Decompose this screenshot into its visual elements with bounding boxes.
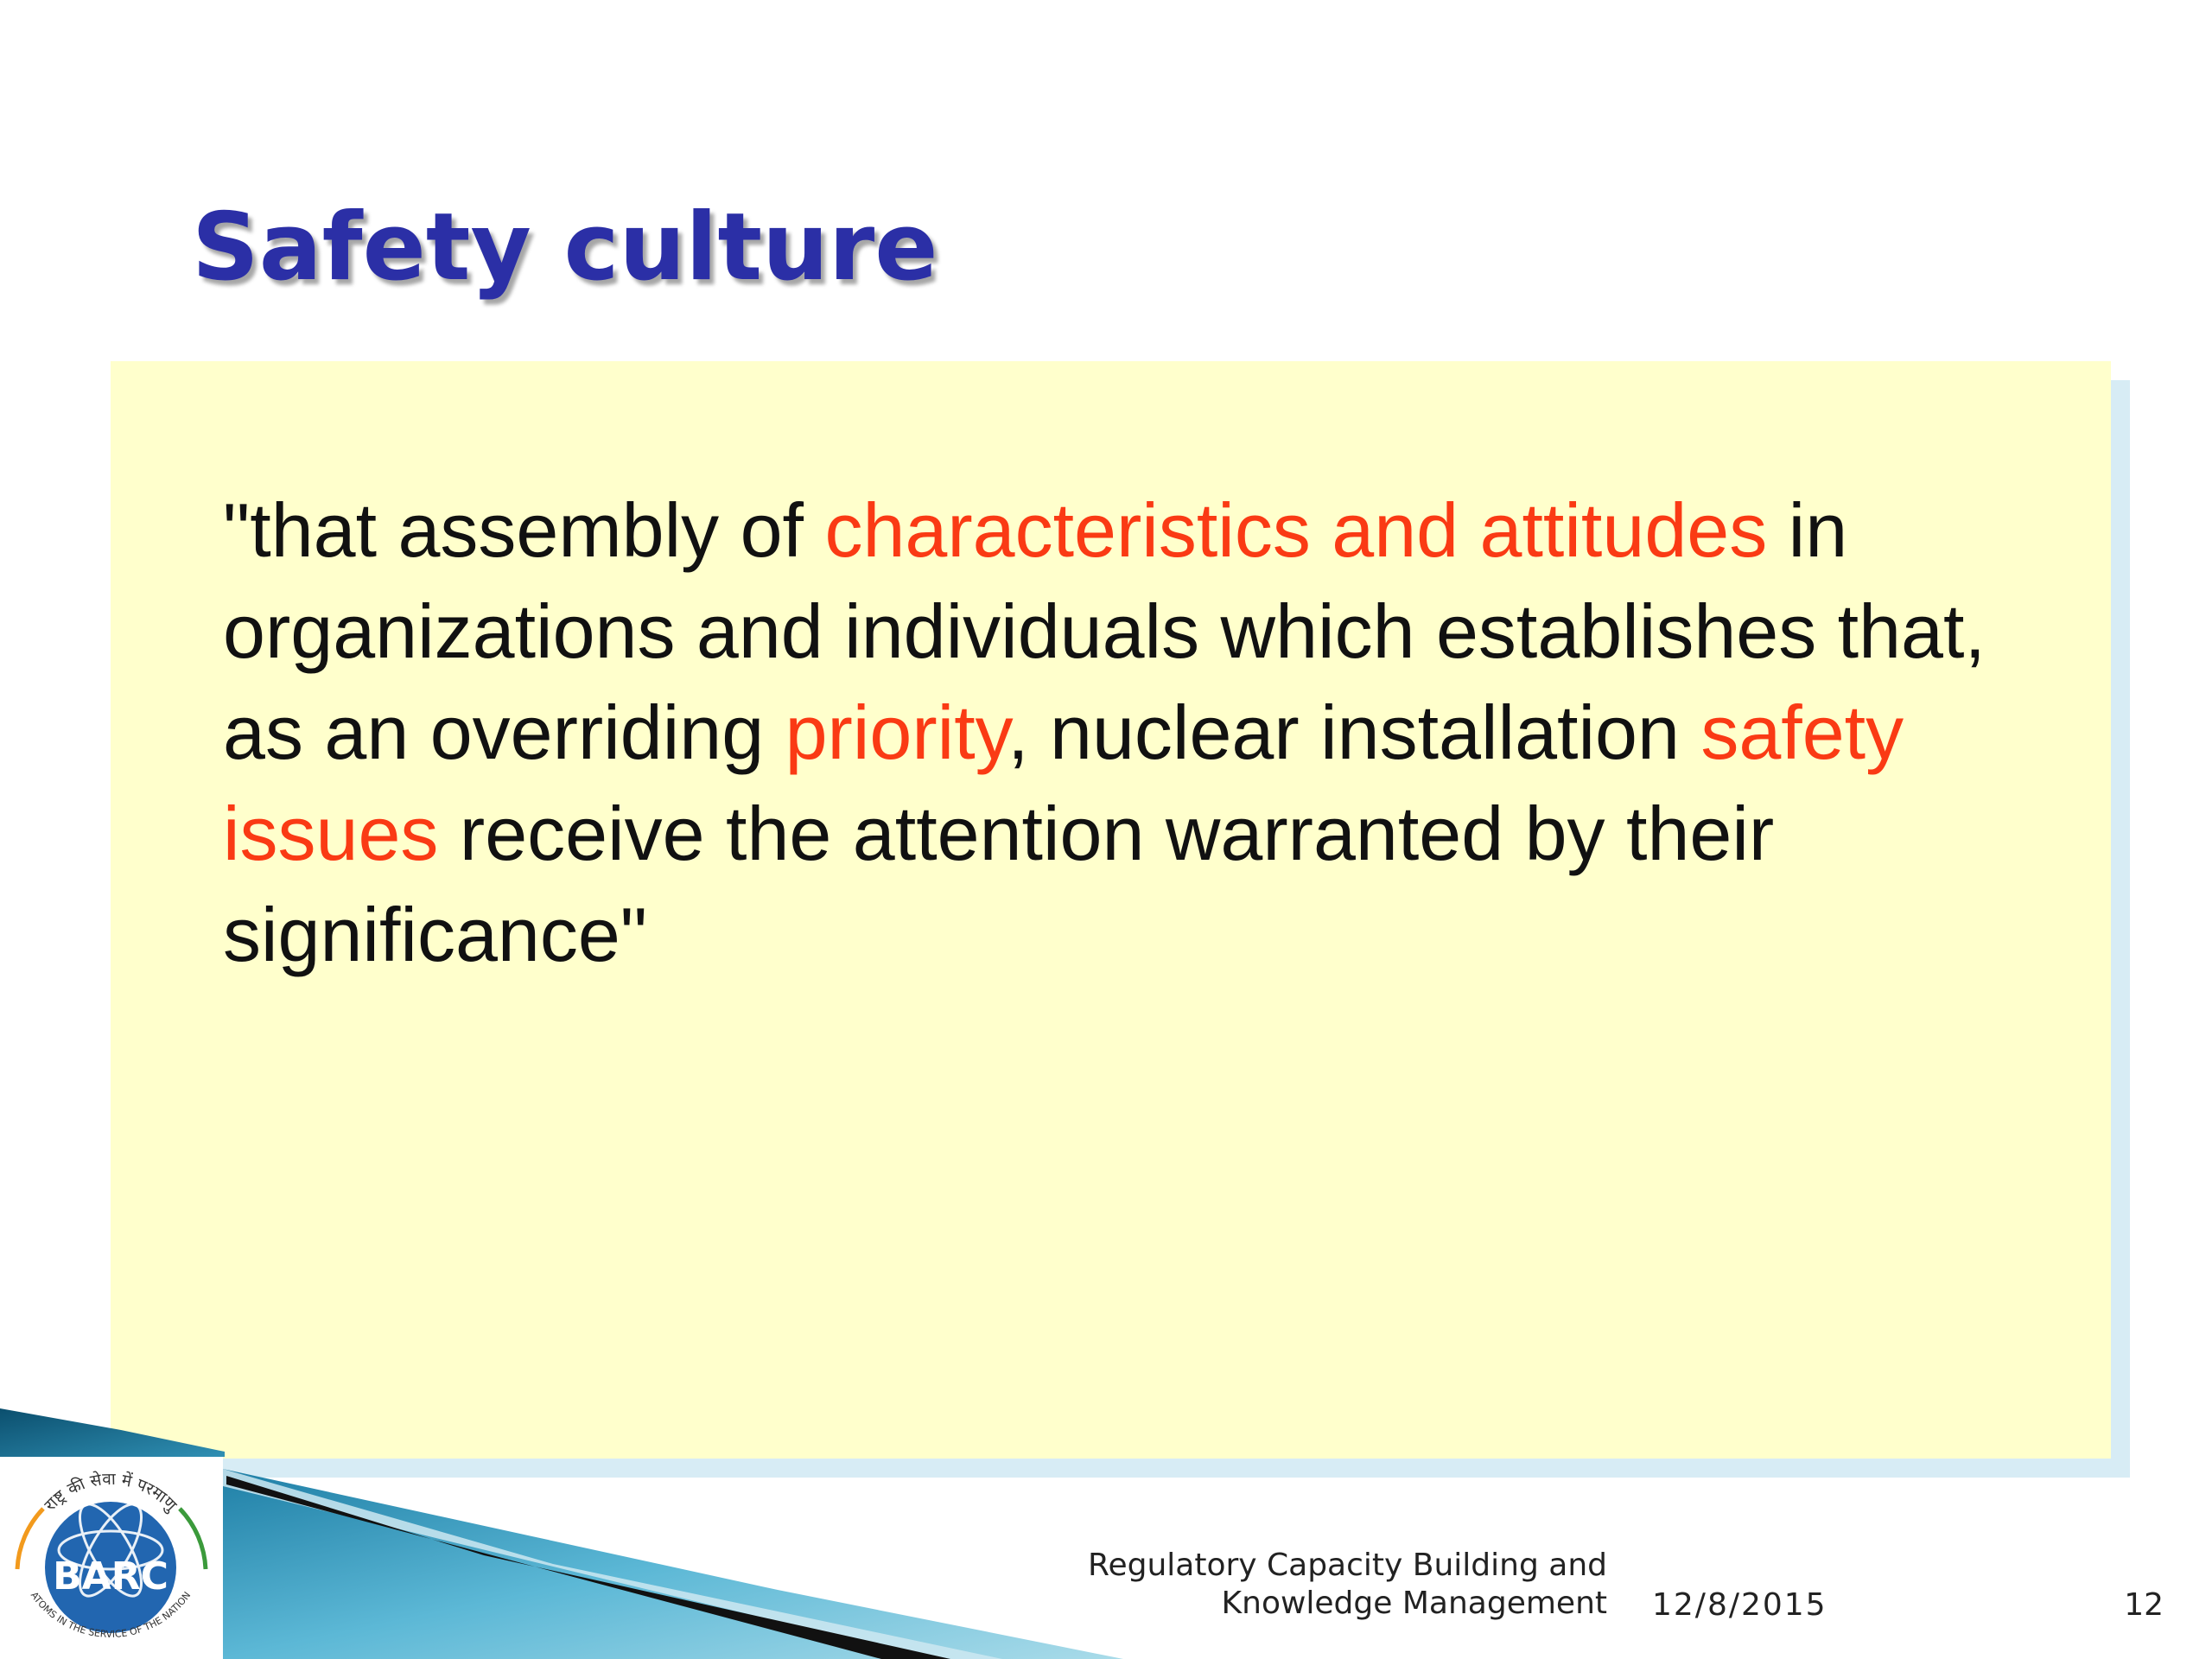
quote-highlight: characteristics and attitudes xyxy=(824,487,1768,573)
quote-segment: , nuclear installation xyxy=(1007,690,1701,775)
quote-segment: "that assembly of xyxy=(223,487,825,573)
footer-date: 12/8/2015 xyxy=(1652,1587,1827,1623)
quote-highlight: safety issues xyxy=(223,690,1904,876)
barc-logo xyxy=(0,1457,223,1659)
footer-title-line-2: Knowledge Management xyxy=(1221,1586,1607,1621)
quote-segment: in organizations and individuals which establishes that, as an overriding xyxy=(223,487,1986,775)
slide-number: 12 xyxy=(2124,1587,2164,1623)
quote-segment: receive the attention warranted by their significance" xyxy=(223,791,1775,977)
logo-motto-english: ATOMS IN THE SERVICE OF THE NATION xyxy=(28,1589,194,1640)
quote-highlight: priority xyxy=(785,690,1008,775)
logo-motto-hindi: राष्ट्र की सेवा में परमाणु xyxy=(41,1469,181,1516)
slide-title: Safety culture xyxy=(192,194,938,302)
footer-title xyxy=(1063,1547,1607,1623)
footer-title-line-1: Regulatory Capacity Building and xyxy=(1088,1548,1607,1583)
barc-logo-emblem xyxy=(0,1457,223,1659)
quote-text xyxy=(223,480,2055,985)
logo-acronym: BARC xyxy=(53,1554,168,1599)
